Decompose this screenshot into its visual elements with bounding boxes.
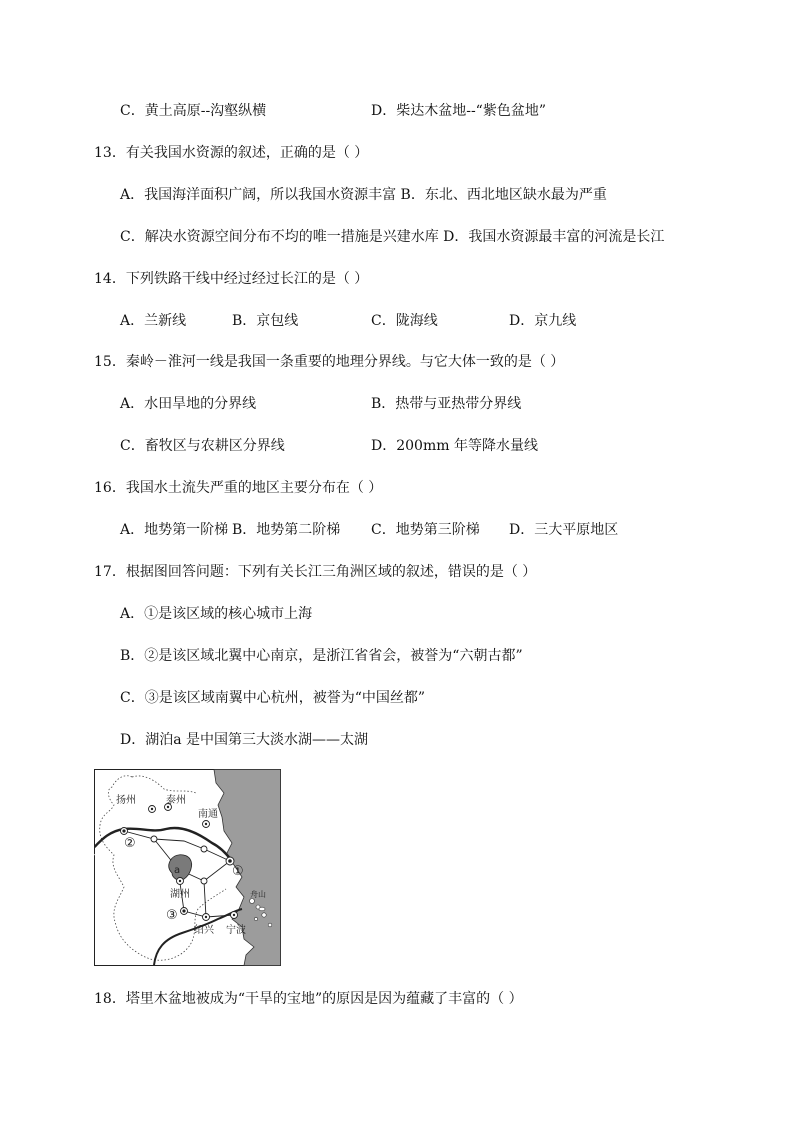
label-shaoxing: 绍兴 [194,925,214,936]
q16-option-b: B．地势第二阶梯 [232,522,341,538]
q15-stem: 15．秦岭－淮河一线是我国一条重要的地理分界线。与它大体一致的是（ ） [94,354,565,370]
label-huzhou: 湖州 [170,889,190,900]
q12-option-c: C．黄土高原--沟壑纵横 [120,103,267,119]
q17-option-c: C．③是该区域南翼中心杭州，被誉为“中国丝都” [120,690,426,706]
label-marker-3: ③ [166,908,178,923]
label-ningbo: 宁波 [226,925,246,936]
q14-option-c: C．陇海线 [371,313,438,329]
q15-option-c: C．畜牧区与农耕区分界线 [120,438,285,454]
q14-option-b: B．京包线 [232,313,299,329]
q13-stem: 13．有关我国水资源的叙述，正确的是（ ） [94,145,369,161]
q17-stem: 17．根据图回答问题：下列有关长江三角洲区域的叙述，错误的是（ ） [94,564,537,580]
label-nantong: 南通 [198,809,218,820]
q16-option-d: D．三大平原地区 [509,522,619,538]
q16-stem: 16．我国水土流失严重的地区主要分布在（ ） [94,480,383,496]
yangtze-delta-map [94,769,281,966]
q14-option-a: A．兰新线 [120,313,187,329]
q15-option-d: D．200mm 年等降水量线 [371,438,538,454]
city-jiaxing-symbol [201,878,207,884]
q13-options-ab: A．我国海洋面积广阔，所以我国水资源丰富 B．东北、西北地区缺水最为严重 [120,187,607,203]
q17-option-a: A．①是该区域的核心城市上海 [120,606,313,622]
label-yangzhou: 扬州 [116,795,136,806]
label-zhoushan: 舟山 [250,890,266,899]
q17-option-d: D．湖泊a 是中国第三大淡水湖——太湖 [120,732,369,748]
q16-option-a: A．地势第一阶梯 [120,522,229,538]
label-marker-1: ① [232,864,244,879]
q15-option-a: A．水田旱地的分界线 [120,396,257,412]
q14-option-d: D．京九线 [509,313,577,329]
q12-option-d: D．柴达木盆地--“紫色盆地” [371,103,546,119]
label-taizhou: 泰州 [166,795,186,806]
city-suzhou-symbol [201,846,207,852]
q16-option-c: C．地势第三阶梯 [371,522,480,538]
q14-stem: 14．下列铁路干线中经过经过长江的是（ ） [94,271,369,287]
q13-options-cd: C．解决水资源空间分布不均的唯一措施是兴建水库 D．我国水资源最丰富的河流是长江 [120,229,665,245]
q17-option-b: B．②是该区域北翼中心南京，是浙江省省会，被誉为“六朝古都” [120,648,523,664]
label-marker-2: ② [124,836,136,851]
q18-stem: 18．塔里木盆地被成为“干旱的宝地”的原因是因为蕴藏了丰富的（ ） [94,991,523,1007]
lake-a-label: a [174,865,181,876]
city-zhenjiang-symbol [151,836,157,842]
q15-option-b: B．热带与亚热带分界线 [371,396,522,412]
